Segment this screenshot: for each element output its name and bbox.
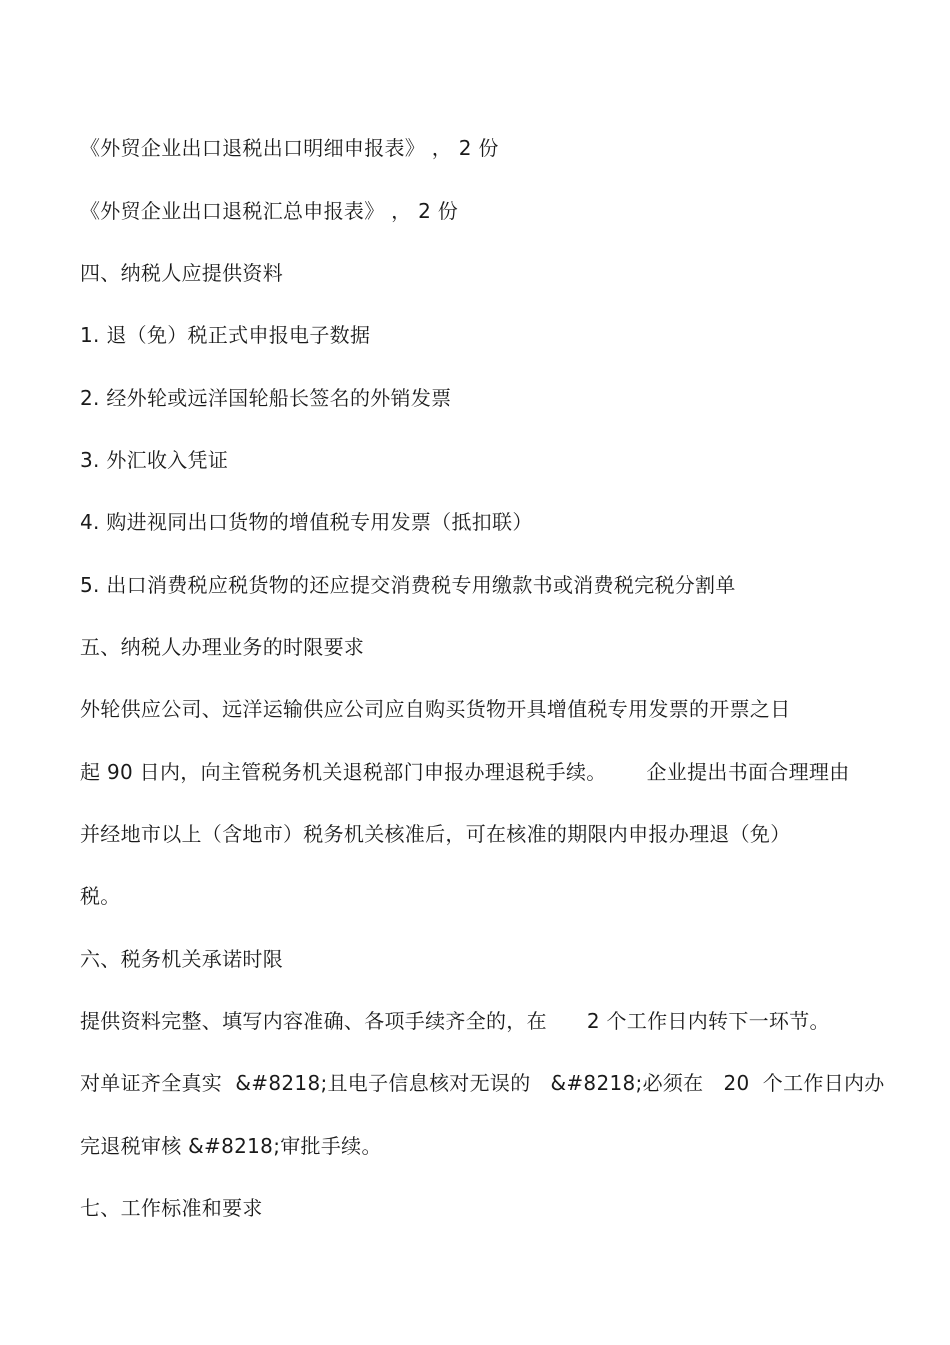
list-item-3: 3. 外汇收入凭证	[80, 448, 229, 472]
paragraph-line: 税。	[80, 884, 121, 908]
paragraph-line: 对单证齐全真实 &#8218;且电子信息核对无误的 &#8218;必须在 20 个工作日内办	[80, 1071, 885, 1095]
section-heading-6: 六、税务机关承诺时限	[80, 947, 283, 971]
paragraph-line: 外轮供应公司、远洋运输供应公司应自购买货物开具增值税专用发票的开票之日	[80, 697, 791, 721]
section-heading-7: 七、工作标准和要求	[80, 1196, 263, 1220]
list-item-1: 1. 退（免）税正式申报电子数据	[80, 323, 371, 347]
list-item-4: 4. 购进视同出口货物的增值税专用发票（抵扣联）	[80, 510, 533, 534]
paragraph-line: 完退税审核 &#8218;审批手续。	[80, 1134, 382, 1158]
paragraph-line: 起 90 日内，向主管税务机关退税部门申报办理退税手续。 企业提出书面合理理由	[80, 760, 850, 784]
list-item-5: 5. 出口消费税应税货物的还应提交消费税专用缴款书或消费税完税分割单	[80, 573, 736, 597]
paragraph-line: 提供资料完整、填写内容准确、各项手续齐全的，在 2 个工作日内转下一环节。	[80, 1009, 830, 1033]
form-item-export-detail-report: 《外贸企业出口退税出口明细申报表》 ， 2 份	[80, 136, 499, 160]
form-item-export-summary-report: 《外贸企业出口退税汇总申报表》 ， 2 份	[80, 199, 459, 223]
section-heading-4: 四、纳税人应提供资料	[80, 261, 283, 285]
list-item-2: 2. 经外轮或远洋国轮船长签名的外销发票	[80, 386, 452, 410]
paragraph-line: 并经地市以上（含地市）税务机关核准后，可在核准的期限内申报办理退（免）	[80, 822, 791, 846]
section-heading-5: 五、纳税人办理业务的时限要求	[80, 635, 365, 659]
